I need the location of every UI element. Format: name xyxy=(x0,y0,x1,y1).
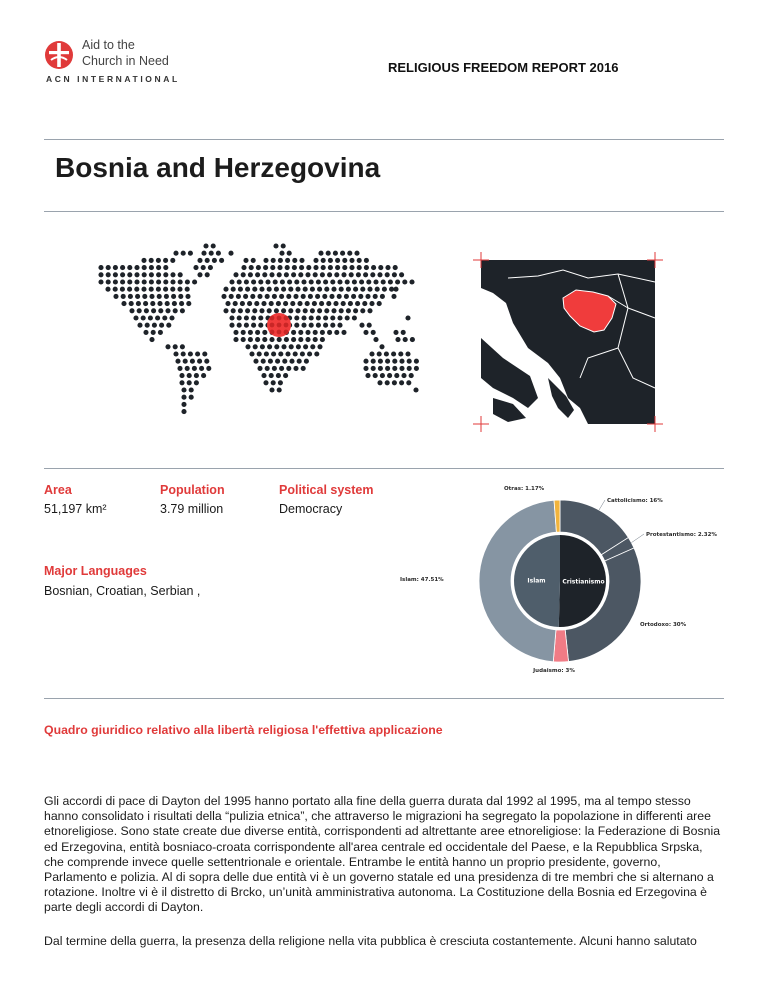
population-label: Population xyxy=(160,483,225,497)
religion-pie-chart xyxy=(400,478,730,683)
languages-value: Bosnian, Croatian, Serbian , xyxy=(44,584,201,598)
divider-section xyxy=(44,698,724,699)
dotted-world-map-icon xyxy=(96,238,446,438)
body-paragraph-1: Gli accordi di pace di Dayton del 1995 hanno portato alla fine della guerra durata dal 1992 al 1995, ma al tempo stesso hanno consolidato i risultati della “pulizia etnica”, che attraverso le migrazioni ha segregato la popolazione in differenti aree etnoreligiose. Sono state create due diverse entità, corrispondenti ad altrettante aree etnoreligiose: la Federazione di Bosnia ed Erzegovina, entità bosniaco-croata corrispondente all'area centrale ed occidentale del Paese, e la Repubblica Srpska, che comprende invece quelle settentrionale e orientale. Entrambe le entità hanno un proprio presidente, governo, Parlamento e polizia. Al di sopra delle due entità vi è un governo statale ed una presidenza di tre membri che si alternano a rotazione. Inoltre vi è il distretto di Brcko, un’unità amministrativa autonoma. La Costituzione della Bosnia ed Erzegovina è parte degli accordi di Dayton. xyxy=(44,794,721,915)
brand-line-2: Church in Need xyxy=(82,54,169,68)
languages-label: Major Languages xyxy=(44,564,147,578)
page-title: Bosnia and Herzegovina xyxy=(55,152,381,183)
pie-label-outer: Islam: 47.51% xyxy=(400,577,444,583)
population-value: 3.79 million xyxy=(160,502,224,516)
divider-title xyxy=(44,211,724,212)
brand-line-3: ACN INTERNATIONAL xyxy=(46,74,180,84)
pie-label-outer: Judaismo: 3% xyxy=(533,668,575,674)
pie-label-inner: Islam xyxy=(527,577,546,585)
body-paragraph-2: Dal termine della guerra, la presenza della religione nella vita pubblica è cresciuta costantemente. Alcuni hanno salutato xyxy=(44,934,697,948)
acn-cross-logo-icon xyxy=(44,40,74,70)
acn-logo xyxy=(44,38,204,88)
political-system-label: Political system xyxy=(279,483,374,497)
area-label: Area xyxy=(44,483,72,497)
pie-label-outer: Ortodoxo: 30% xyxy=(640,622,687,628)
pie-label-outer: Cattolicismo: 16% xyxy=(607,498,663,504)
divider-top xyxy=(44,139,724,140)
area-value: 51,197 km² xyxy=(44,502,107,516)
report-title: RELIGIOUS FREEDOM REPORT 2016 xyxy=(388,60,619,75)
balkan-region-map-icon xyxy=(468,248,668,438)
political-system-value: Democracy xyxy=(279,502,343,516)
brand-line-1: Aid to the xyxy=(82,38,135,52)
pie-label-outer: Protestantismo: 2.32% xyxy=(646,532,717,538)
section-heading: Quadro giuridico relativo alla libertà religiosa l'effettiva applicazione xyxy=(44,723,443,737)
divider-facts xyxy=(44,468,724,469)
pie-label-inner: Cristianismo xyxy=(562,578,605,586)
pie-label-outer: Otras: 1.17% xyxy=(504,486,545,492)
